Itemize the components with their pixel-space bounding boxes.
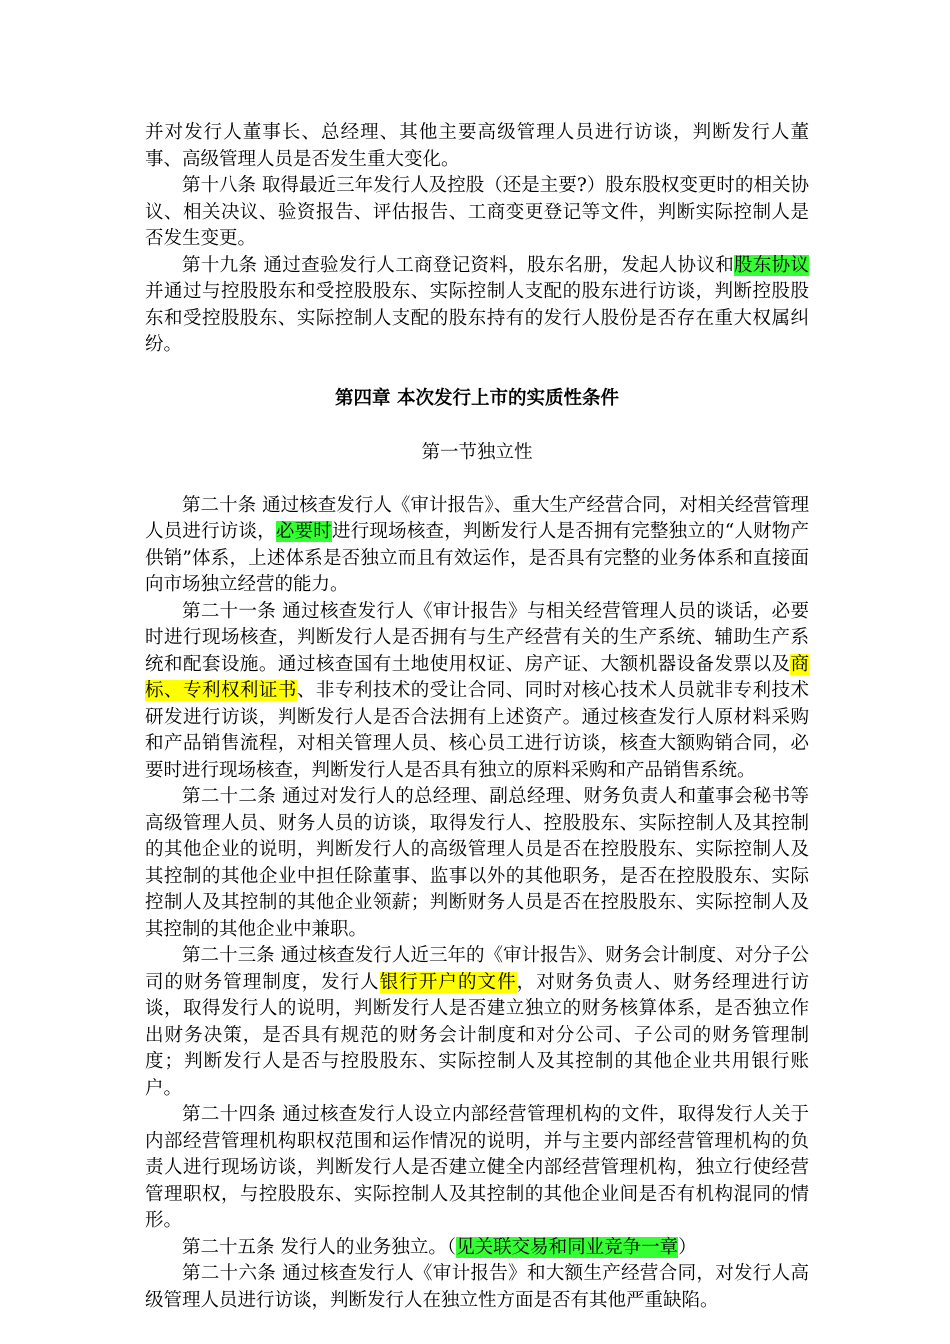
article-21-highlight: 商标、专利权利证书	[145, 653, 809, 701]
article-20-text-a: 第二十条 通过核查发行人《审计报告》、重大生产经营合同，对相关经营管理人员进行访谈，	[145, 494, 809, 542]
article-23-text-b: ，对财务负责人、财务经理进行访谈，取得发行人的说明，判断发行人是否建立独立的财务核算体系，是否独立作出财务决策，是否具有规范的财务会计制度和对分公司、子公司的财务管理制度；判断发行人是否与控股股东、实际控制人及其控制的其他企业共用银行账户。	[145, 971, 809, 1099]
article-26: 第二十六条 通过核查发行人《审计报告》和大额生产经营合同，对发行人高级管理人员进行访谈，判断发行人在独立性方面是否有其他严重缺陷。	[145, 1263, 809, 1311]
article-21	[145, 599, 809, 785]
article-23-text-a: 第二十三条 通过核查发行人近三年的《审计报告》、财务会计制度、对分子公司的财务管理制度，发行人	[145, 945, 809, 993]
paragraph-continuation: 并对发行人董事长、总经理、其他主要高级管理人员进行访谈，判断发行人董事、高级管理人员是否发生重大变化。	[145, 122, 809, 170]
section-title: 第一节独立性	[421, 441, 533, 463]
article-19-highlight: 股东协议	[734, 254, 809, 276]
article-18: 第十八条 取得最近三年发行人及控股（还是主要?）股东股权变更时的相关协议、相关决议、验资报告、评估报告、工商变更登记等文件，判断实际控制人是否发生变更。	[145, 175, 809, 249]
article-25	[145, 1235, 809, 1262]
document-page	[145, 120, 809, 1314]
article-20-text-b: 进行现场核查，判断发行人是否拥有完整独立的“人财物产供销”体系，上述体系是否独立而且有效运作，是否具有完整的业务体系和直接面向市场独立经营的能力。	[145, 521, 809, 595]
article-25-text-b: ）	[678, 1236, 697, 1258]
article-25-highlight: 见关联交易和同业竞争一章	[456, 1236, 679, 1258]
article-20	[145, 493, 809, 599]
article-20-highlight: 必要时	[275, 521, 333, 542]
article-21-text-a: 第二十一条 通过核查发行人《审计报告》与相关经营管理人员的谈话，必要时进行现场核查，判断发行人是否拥有与生产经营有关的生产系统、辅助生产系统和配套设施。通过核查国有土地使用权证、房产证、大额机器设备发票以及	[145, 600, 809, 675]
article-19-text-b: 并通过与控股股东和受控股股东、实际控制人支配的股东进行访谈，判断控股股东和受控股股东、实际控制人支配的股东持有的发行人股份是否存在重大权属纠纷。	[145, 281, 809, 355]
article-22: 第二十二条 通过对发行人的总经理、副总经理、财务负责人和董事会秘书等高级管理人员、财务人员的访谈，取得发行人、控股股东、实际控制人及其控制的其他企业的说明，判断发行人的高级管理人员是否在控股股东、实际控制人及其控制的其他企业中担任除董事、监事以外的其他职务，是否在控股股东、实际控制人及其控制的其他企业领薪；判断财务人员是否在控股股东、实际控制人及其控制的其他企业中兼职。	[145, 786, 809, 940]
article-19-text-a: 第十九条 通过查验发行人工商登记资料，股东名册，发起人协议和	[182, 254, 735, 276]
article-23-highlight: 银行开户的文件	[379, 971, 517, 993]
article-25-text-a: 第二十五条 发行人的业务独立。（	[182, 1236, 457, 1258]
article-21-text-b: 、非专利技术的受让合同、同时对核心技术人员就非专利技术研发进行访谈，判断发行人是否合法拥有上述资产。通过核查发行人原材料采购和产品销售流程，对相关管理人员、核心员工进行访谈，核查大额购销合同，必要时进行现场核查，判断发行人是否具有独立的原料采购和产品销售系统。	[145, 680, 809, 781]
article-23	[145, 943, 809, 1102]
chapter-title: 第四章 本次发行上市的实质性条件	[335, 387, 619, 409]
article-24: 第二十四条 通过核查发行人设立内部经营管理机构的文件，取得发行人关于内部经营管理机构职权范围和运作情况的说明，并与主要内部经营管理机构的负责人进行现场访谈，判断发行人是否建立健全内部经营管理机构，独立行使经营管理职权，与控股股东、实际控制人及其控制的其他企业间是否有机构混同的情形。	[145, 1104, 809, 1231]
article-19	[145, 253, 809, 359]
